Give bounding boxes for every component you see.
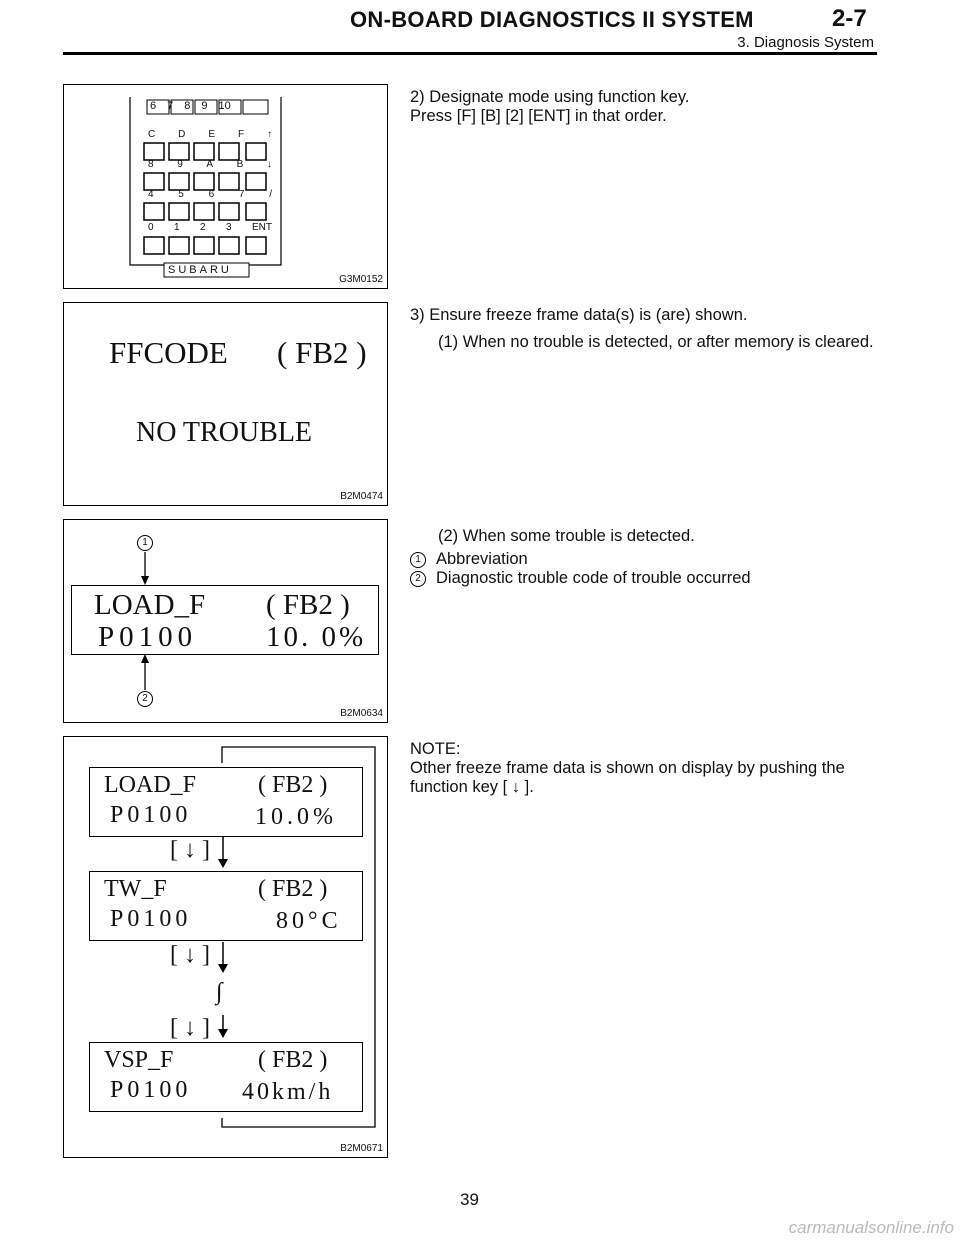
key-label: 5: [178, 189, 184, 200]
page-number: 39: [460, 1190, 479, 1209]
marker-1-label: 1: [137, 535, 153, 551]
key-label: 0: [148, 222, 154, 233]
figure-code: B2M0671: [340, 1143, 383, 1154]
note: [410, 740, 880, 797]
key-label: 7: [238, 189, 245, 200]
lcd-line2-left: P0100: [110, 1077, 192, 1103]
lcd-line1-left: LOAD_F: [94, 589, 206, 621]
step-2-line-1: 2) Designate mode using function key.: [410, 88, 690, 106]
arrow-down-icon: ↓: [266, 159, 272, 170]
key-label: D: [178, 129, 186, 140]
key-label: /: [269, 189, 272, 200]
key-label: 7: [167, 100, 174, 112]
note-body: Other freeze frame data is shown on display by pushing the function key [ ↓ ].: [410, 759, 845, 796]
key-label: 2: [200, 222, 206, 233]
step-2-line-2: Press [F] [B] [2] [ENT] in that order.: [410, 107, 667, 125]
arrow-up-icon: ↑: [267, 129, 272, 140]
lcd-line2-right: 40km/h: [242, 1079, 334, 1105]
key-label: B: [236, 159, 244, 170]
keypad-drawing: [64, 85, 387, 288]
key-label: 9: [201, 100, 208, 112]
legend-2: [410, 569, 880, 588]
step-3-1: (1) When no trouble is detected, or after memory is cleared.: [438, 333, 874, 351]
callout-marker-1: [137, 534, 163, 552]
lcd-line1-left: VSP_F: [104, 1047, 174, 1073]
figure-code: B2M0634: [340, 708, 383, 719]
figure-no-trouble: [63, 302, 388, 506]
lcd-screen-2: [89, 871, 363, 941]
function-key-down: [ ↓ ]: [170, 837, 210, 863]
lcd-line2-right: 10. 0%: [266, 621, 367, 653]
figure-code: G3M0152: [339, 274, 383, 285]
legend-1-number: 1: [410, 552, 426, 568]
lcd-line1-right: ( FB2 ): [258, 1047, 328, 1073]
lcd-line1-right: ( FB2 ): [266, 589, 350, 621]
section-number: 2-7: [832, 5, 867, 32]
brand-label: SUBARU: [168, 264, 232, 276]
key-label: A: [206, 159, 214, 170]
section-subtitle: 3. Diagnosis System: [737, 34, 874, 51]
figure-keypad: [63, 84, 388, 289]
step-3-2: [410, 527, 880, 588]
legend-2-number: 2: [410, 571, 426, 587]
lcd-line1-left: FFCODE: [109, 335, 228, 370]
key-label: E: [208, 129, 216, 140]
lcd-line1-left: LOAD_F: [104, 772, 197, 798]
step-3-2-line: (2) When some trouble is detected.: [438, 527, 695, 545]
keypad-row-4: [148, 222, 272, 233]
lcd-line2: NO TROUBLE: [136, 417, 313, 448]
key-label: 4: [148, 189, 154, 200]
note-label: NOTE:: [410, 740, 461, 758]
figure-sequence: [63, 736, 388, 1158]
key-label: 8: [148, 159, 154, 170]
keypad-top-keys: [150, 100, 231, 112]
lcd-line2-left: P0100: [98, 621, 198, 653]
marker-2-label: 2: [137, 691, 153, 707]
figure-code: B2M0474: [340, 491, 383, 502]
key-label: 8: [184, 100, 191, 112]
step-2: [410, 88, 880, 126]
key-label: F: [237, 129, 245, 140]
keypad-row-1: [148, 129, 272, 140]
lcd-line2-left: P0100: [110, 906, 192, 932]
lcd-line1-left: TW_F: [104, 876, 167, 902]
lcd-screen-1: [89, 767, 363, 837]
key-label: C: [148, 129, 156, 140]
lcd-line2-right: 80°C: [276, 908, 342, 934]
lcd-line1-right: ( FB2 ): [258, 876, 328, 902]
lcd-line2-right: 10.0%: [255, 804, 337, 830]
key-label: 9: [177, 159, 183, 170]
function-key-down: [ ↓ ]: [170, 1015, 210, 1041]
key-label: 1: [174, 222, 180, 233]
key-label: 3: [226, 222, 232, 233]
lcd-screen: [71, 585, 379, 655]
legend-1-text: Abbreviation: [436, 550, 528, 568]
footer-watermark: carmanualsonline.info: [788, 1218, 954, 1237]
legend-1: [410, 550, 880, 569]
header-rule: [63, 52, 877, 55]
lcd-line2-left: P0100: [110, 802, 192, 828]
keypad-row-2: [148, 159, 272, 170]
key-label: 6: [208, 189, 215, 200]
key-label: 6: [150, 100, 157, 112]
lcd-line1-right: ( FB2 ): [258, 772, 328, 798]
step-3: [410, 306, 880, 352]
continuation-mark: ∫: [216, 979, 223, 1005]
callout-marker-2: [137, 690, 163, 708]
key-label: 10: [218, 100, 231, 112]
legend-2-text: Diagnostic trouble code of trouble occurred: [436, 569, 751, 587]
function-key-down: [ ↓ ]: [170, 942, 210, 968]
lcd-screen-3: [89, 1042, 363, 1112]
lcd-line1-right: ( FB2 ): [277, 335, 367, 370]
section-title: ON-BOARD DIAGNOSTICS II SYSTEM: [350, 7, 754, 32]
figure-trouble: [63, 519, 388, 723]
step-3-line: 3) Ensure freeze frame data(s) is (are) shown.: [410, 306, 748, 324]
key-label: ENT: [252, 222, 272, 233]
keypad-row-3: [148, 189, 272, 200]
